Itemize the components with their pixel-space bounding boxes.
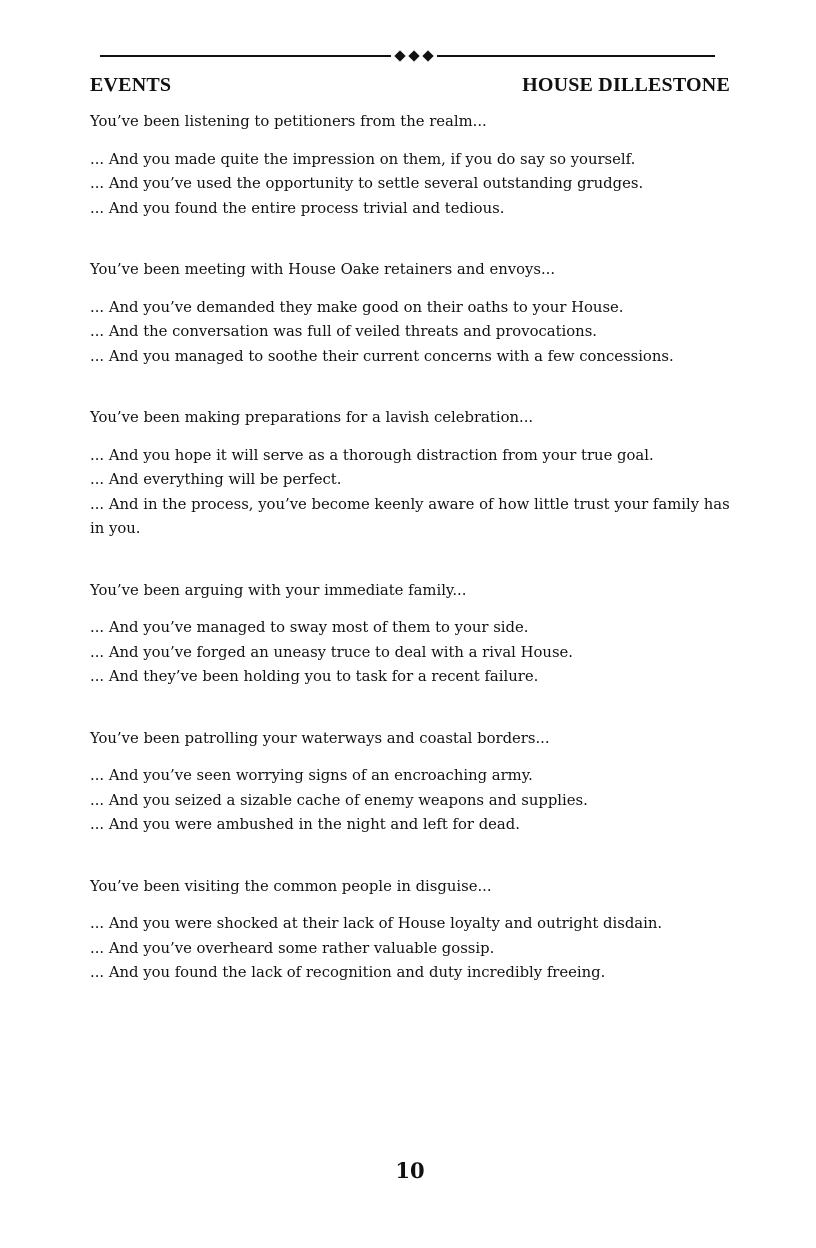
divider-line-right	[437, 55, 715, 57]
event-prompt: You’ve been visiting the common people in disguise...	[90, 877, 492, 895]
event-outcome: ... And you seized a sizable cache of enemy weapons and supplies.	[90, 791, 588, 809]
event-outcome: ... And you’ve used the opportunity to settle several outstanding grudges.	[90, 175, 644, 192]
header-ornament-divider	[100, 49, 715, 63]
event-prompt: You’ve been meeting with House Oake retainers and envoys...	[90, 261, 556, 278]
document-page	[90, 40, 730, 1210]
running-header	[90, 74, 730, 97]
event-prompt: You’ve been arguing with your immediate family...	[90, 581, 467, 599]
event-outcome: ... And you were ambushed in the night and left for dead.	[90, 816, 520, 833]
diamond-icon	[394, 50, 405, 61]
event-outcome: ... And you’ve overheard some rather valuable gossip.	[90, 939, 495, 957]
event-block	[90, 406, 730, 542]
event-outcome: ... And in the process, you’ve become keenly aware of how little trust your family has in you.	[90, 495, 730, 537]
event-outcome: ... And you’ve forged an uneasy truce to deal with a rival House.	[90, 643, 574, 661]
event-outcome: ... And you hope it will serve as a thorough distraction from your true goal.	[90, 446, 654, 464]
diamond-icon	[422, 50, 433, 61]
event-outcome: ... And you’ve managed to sway most of them to your side.	[90, 619, 529, 636]
event-block	[90, 258, 730, 369]
event-outcome: ... And you found the lack of recognition and duty incredibly freeing.	[90, 964, 606, 981]
event-outcome: ... And they’ve been holding you to task for a recent failure.	[90, 668, 539, 685]
event-outcome: ... And everything will be perfect.	[90, 471, 342, 488]
event-outcome: ... And the conversation was full of veiled threats and provocations.	[90, 323, 597, 340]
event-prompt: You’ve been listening to petitioners from the realm...	[90, 113, 487, 130]
events-list	[90, 110, 730, 1023]
event-block	[90, 579, 730, 690]
event-prompt: You’ve been patrolling your waterways and coastal borders...	[90, 729, 550, 747]
diamond-icon	[408, 50, 419, 61]
event-outcome: ... And you found the entire process trivial and tedious.	[90, 199, 505, 217]
event-block	[90, 110, 730, 221]
event-outcome: ... And you made quite the impression on them, if you do say so yourself.	[90, 150, 636, 168]
event-outcome: ... And you were shocked at their lack of House loyalty and outright disdain.	[90, 915, 663, 932]
event-block	[90, 727, 730, 838]
event-outcome: ... And you’ve seen worrying signs of an encroaching army.	[90, 767, 533, 784]
section-title: EVENTS	[90, 74, 172, 96]
house-title: HOUSE DILLESTONE	[522, 74, 730, 96]
event-outcome: ... And you’ve demanded they make good on their oaths to your House.	[90, 298, 624, 316]
divider-line-left	[100, 55, 391, 57]
event-prompt: You’ve been making preparations for a lavish celebration...	[90, 409, 534, 426]
page-number: 10	[395, 1158, 425, 1183]
event-block	[90, 875, 730, 986]
event-outcome: ... And you managed to soothe their current concerns with a few concessions.	[90, 347, 674, 365]
diamond-ornament-icon	[396, 50, 432, 60]
